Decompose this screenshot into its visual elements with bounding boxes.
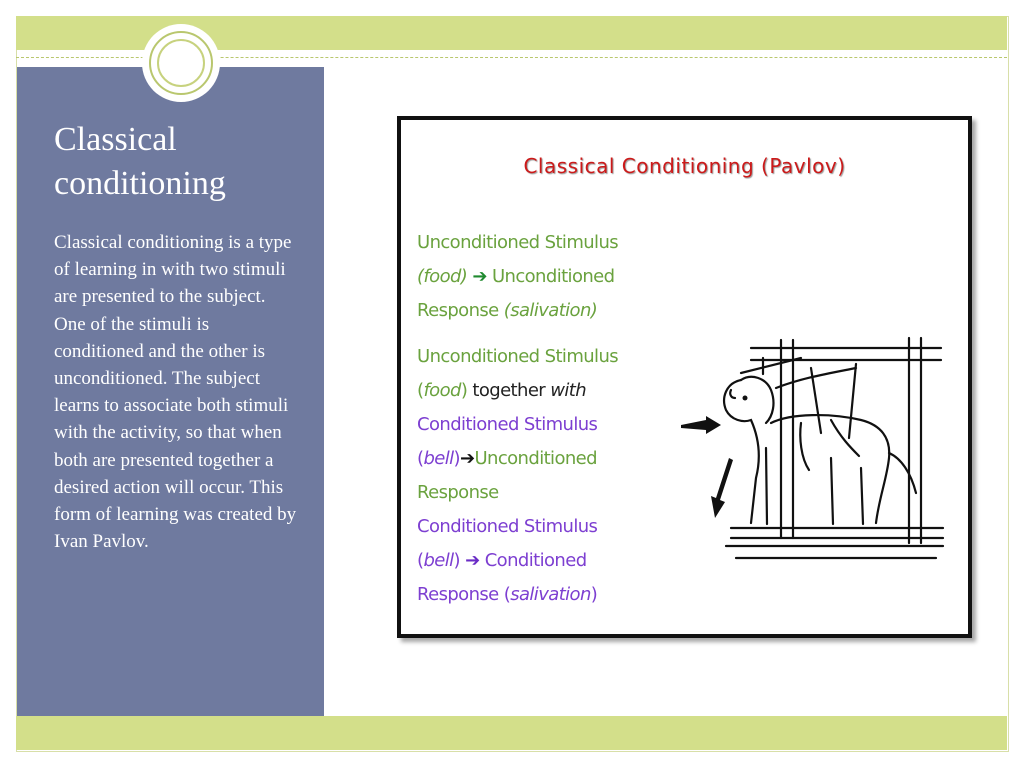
step3-response: Conditioned Response ( [417, 550, 587, 605]
step3-bell-open: ( [417, 550, 424, 571]
step2-paren-close: ) [460, 380, 468, 401]
arrow-right-icon: ➔ [465, 550, 480, 571]
pavlov-figure [397, 116, 972, 638]
step3-salivation: salivation [510, 584, 591, 605]
step2-bell-open: ( [417, 448, 424, 469]
figure-title: Classical Conditioning (Pavlov) [523, 154, 846, 178]
step3-bell-close: ) [453, 550, 460, 571]
step2-conditioned: Conditioned Stimulus [417, 414, 598, 435]
bottom-accent-band [16, 716, 1007, 750]
pavlov-dog-illustration [681, 328, 961, 583]
step-pairing [417, 340, 667, 510]
slide-title: Classical conditioning [54, 121, 226, 202]
step1-salivation: (salivation) [503, 300, 598, 321]
arrow-right-icon: ➔ [459, 448, 475, 469]
step2-bell-close: ) [453, 448, 460, 469]
slide-body-text: Classical conditioning is a type of learning in with two stimuli are presented to the subject. One of the stimuli is conditioned and the other is unconditioned. The subject learns to associate both stimuli with the activity, so that when both are presented together a desired action will occur. This form of learning was created by Ivan Pavlov. [54, 232, 297, 553]
step1-stimulus: Unconditioned Stimulus [417, 232, 619, 253]
step1-food: (food) [417, 266, 468, 287]
step-unconditioned [417, 226, 667, 328]
step3-paren-close: ) [590, 584, 598, 605]
step-conditioned [417, 510, 667, 612]
step2-response: Unconditioned Response [417, 448, 597, 503]
arrow-right-icon: ➔ [472, 266, 487, 287]
step2-bell: bell [423, 448, 454, 469]
step2-food: food [423, 380, 461, 401]
decorative-ring-icon [142, 24, 220, 102]
step1-response: Unconditioned Response [417, 266, 615, 321]
step2-together: together [467, 380, 551, 401]
step3-bell: bell [423, 550, 454, 571]
step2-with: with [550, 380, 587, 401]
step2-stimulus: Unconditioned Stimulus [417, 346, 619, 367]
step2-paren-open: ( [417, 380, 424, 401]
step3-stimulus: Conditioned Stimulus [417, 516, 598, 537]
